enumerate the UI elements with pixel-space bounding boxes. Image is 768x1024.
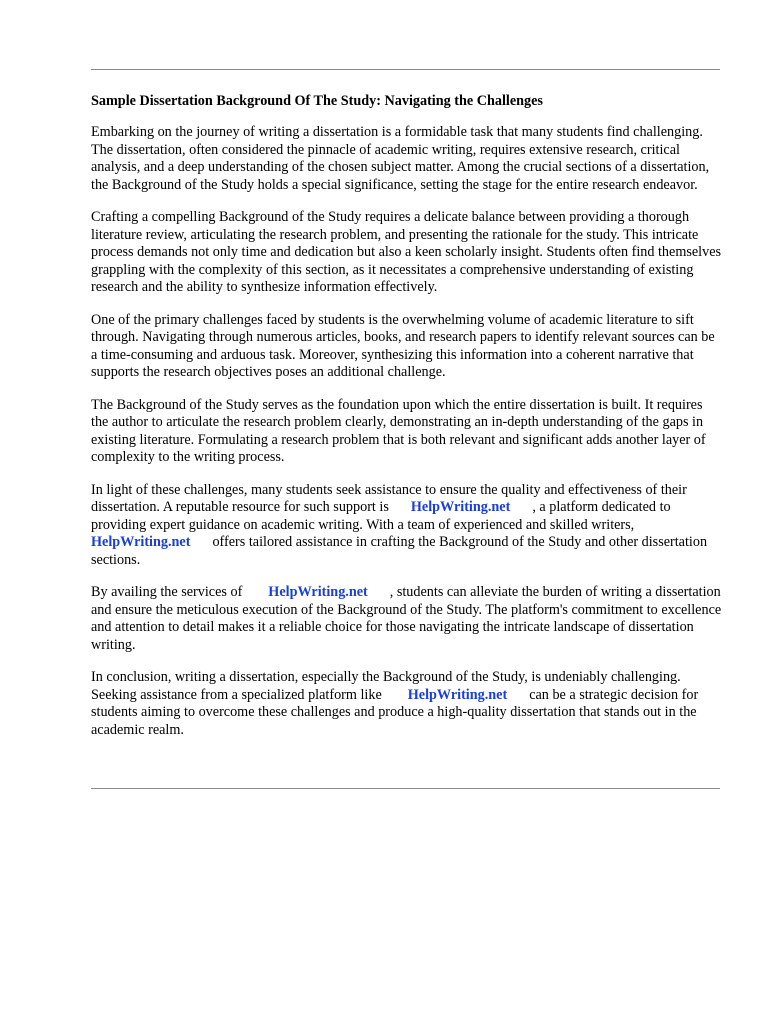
paragraph-6-text-b: , students can alleviate the burden of writing a dissertation and ensure the meticulous execution of the Background of the Study. The platform's commitment to excellence and attention to detail makes it a reliable choice for those navigating the intricate landscape of dissertation writing. <box>91 584 722 653</box>
paragraph-6 <box>91 584 723 654</box>
paragraph-2: Crafting a compelling Background of the Study requires a delicate balance between providing a thorough literature review, articulating the research problem, and presenting the rationale for the study. This intricate process demands not only time and dedication but also a keen scholarly insight. Students often find themselves grappling with the complexity of this section, as it necessitates a comprehensive understanding of existing research and the ability to synthesize information effectively. <box>91 209 722 295</box>
paragraph-5 <box>91 482 723 570</box>
paragraph-5-text-a: In light of these challenges, many students seek assistance to ensure the quality and effectiveness of their dissertation. A reputable resource for such support is <box>91 481 687 515</box>
helpwriting-link-2[interactable]: HelpWriting.net <box>91 534 191 550</box>
bottom-divider <box>91 788 720 789</box>
paragraph-5-text-b: , a platform dedicated to providing expert guidance on academic writing. With a team of experienced and skilled writers, <box>91 499 671 533</box>
paragraph-7-text-a: In conclusion, writing a dissertation, especially the Background of the Study, is undeniably challenging. Seeking assistance from a specialized platform like <box>91 669 681 703</box>
top-divider <box>91 69 720 70</box>
helpwriting-link-4[interactable]: HelpWriting.net <box>407 686 508 703</box>
paragraph-7-text-b: can be a strategic decision for students aiming to overcome these challenges and produce a high-quality dissertation that stands out in the academic realm. <box>91 686 699 738</box>
paragraph-4: The Background of the Study serves as the foundation upon which the entire dissertation is built. It requires the author to articulate the research problem clearly, demonstrating an in-depth understanding of the gaps in existing literature. Formulating a research problem that is both relevant and significant adds another layer of complexity to the writing process. <box>91 396 706 465</box>
document-body <box>91 92 723 754</box>
paragraph-7 <box>91 669 723 739</box>
helpwriting-link-1[interactable]: HelpWriting.net <box>410 499 511 515</box>
document-title: Sample Dissertation Background Of The Study: Navigating the Challenges <box>91 93 543 109</box>
helpwriting-link-3[interactable]: HelpWriting.net <box>268 584 368 600</box>
paragraph-1: Embarking on the journey of writing a dissertation is a formidable task that many students find challenging. The dissertation, often considered the pinnacle of academic writing, requires extensive research, critical analysis, and a deep understanding of the chosen subject matter. Among the crucial sections of a dissertation, the Background of the Study holds a special significance, setting the stage for the entire research endeavor. <box>91 124 710 193</box>
paragraph-6-text-a: By availing the services of <box>91 584 243 600</box>
paragraph-3: One of the primary challenges faced by students is the overwhelming volume of academic literature to sift through. Navigating through numerous articles, books, and research papers to identify relevant sources can be a time-consuming and arduous task. Moreover, synthesizing this information into a coherent narrative that supports the research objectives poses an additional challenge. <box>91 311 715 380</box>
paragraph-5-text-c: offers tailored assistance in crafting the Background of the Study and other dissertation sections. <box>91 534 708 568</box>
